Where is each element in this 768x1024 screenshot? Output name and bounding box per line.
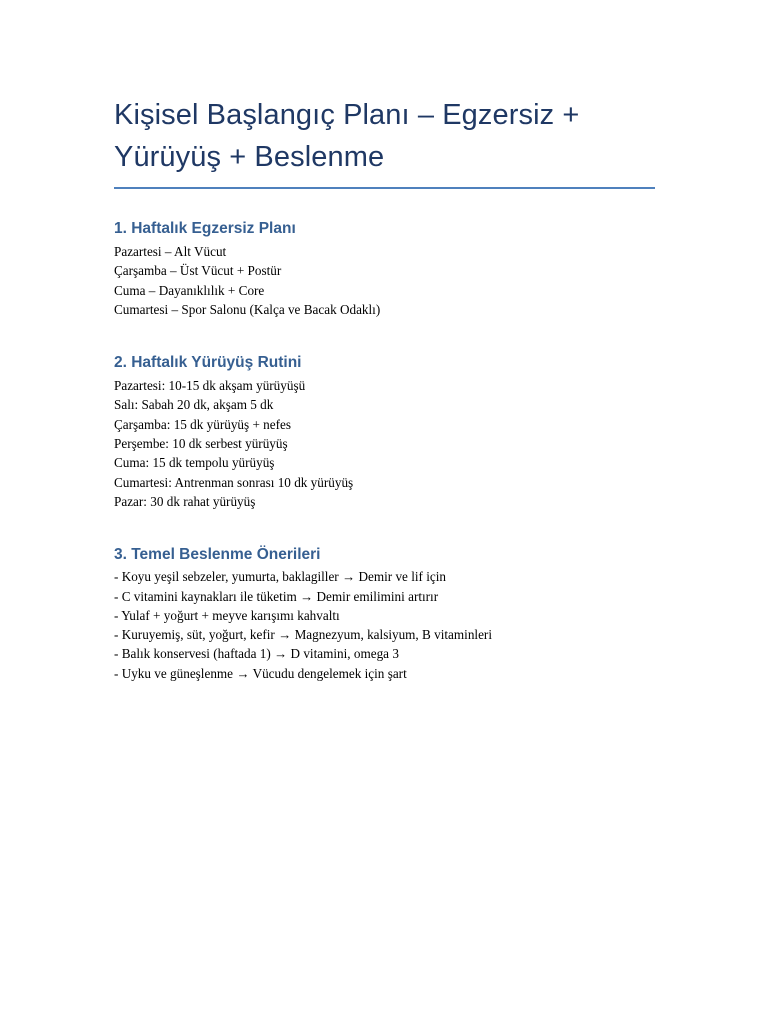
section-walking-routine <box>114 353 659 511</box>
section-heading: 2. Haftalık Yürüyüş Rutini <box>114 354 302 372</box>
list-item: - Balık konservesi (haftada 1) → D vitamini, omega 3 <box>114 646 399 662</box>
list-item: Pazartesi: 10-15 dk akşam yürüyüşü <box>114 378 306 394</box>
list-item: - Kuruyemiş, süt, yoğurt, kefir → Magnezyum, kalsiyum, B vitaminleri <box>114 627 492 643</box>
list-item: Çarşamba: 15 dk yürüyüş + nefes <box>114 416 292 432</box>
list-item: Cuma – Dayanıklılık + Core <box>114 282 265 298</box>
title-underline <box>114 187 655 189</box>
section-heading: 3. Temel Beslenme Önerileri <box>114 546 321 564</box>
list-item: - Koyu yeşil sebzeler, yumurta, baklagiller → Demir ve lif için <box>114 569 446 585</box>
section-nutrition-tips <box>114 545 659 683</box>
document-page <box>114 0 659 683</box>
section-lines <box>114 376 659 511</box>
list-item: - C vitamini kaynakları ile tüketim → Demir emilimini artırır <box>114 588 439 604</box>
list-item: Pazartesi – Alt Vücut <box>114 244 227 259</box>
document-title: Kişisel Başlangıç Planı – Egzersiz + Yürüyüş + Beslenme <box>114 99 580 173</box>
list-item: Cuma: 15 dk tempolu yürüyüş <box>114 455 275 471</box>
list-item: Çarşamba – Üst Vücut + Postür <box>114 263 282 279</box>
list-item: - Yulaf + yoğurt + meyve karışımı kahvaltı <box>114 607 340 623</box>
list-item: Pazar: 30 dk rahat yürüyüş <box>114 493 256 509</box>
list-item: Cumartesi: Antrenman sonrası 10 dk yürüyüş <box>114 474 354 490</box>
list-item: Perşembe: 10 dk serbest yürüyüş <box>114 436 288 452</box>
section-heading: 1. Haftalık Egzersiz Planı <box>114 220 296 237</box>
section-lines <box>114 242 659 319</box>
list-item: Cumartesi – Spor Salonu (Kalça ve Bacak Odaklı) <box>114 301 381 317</box>
section-exercise-plan <box>114 219 659 319</box>
list-item: - Uyku ve güneşlenme → Vücudu dengelemek için şart <box>114 665 407 681</box>
list-item: Salı: Sabah 20 dk, akşam 5 dk <box>114 397 274 413</box>
section-lines <box>114 567 659 683</box>
